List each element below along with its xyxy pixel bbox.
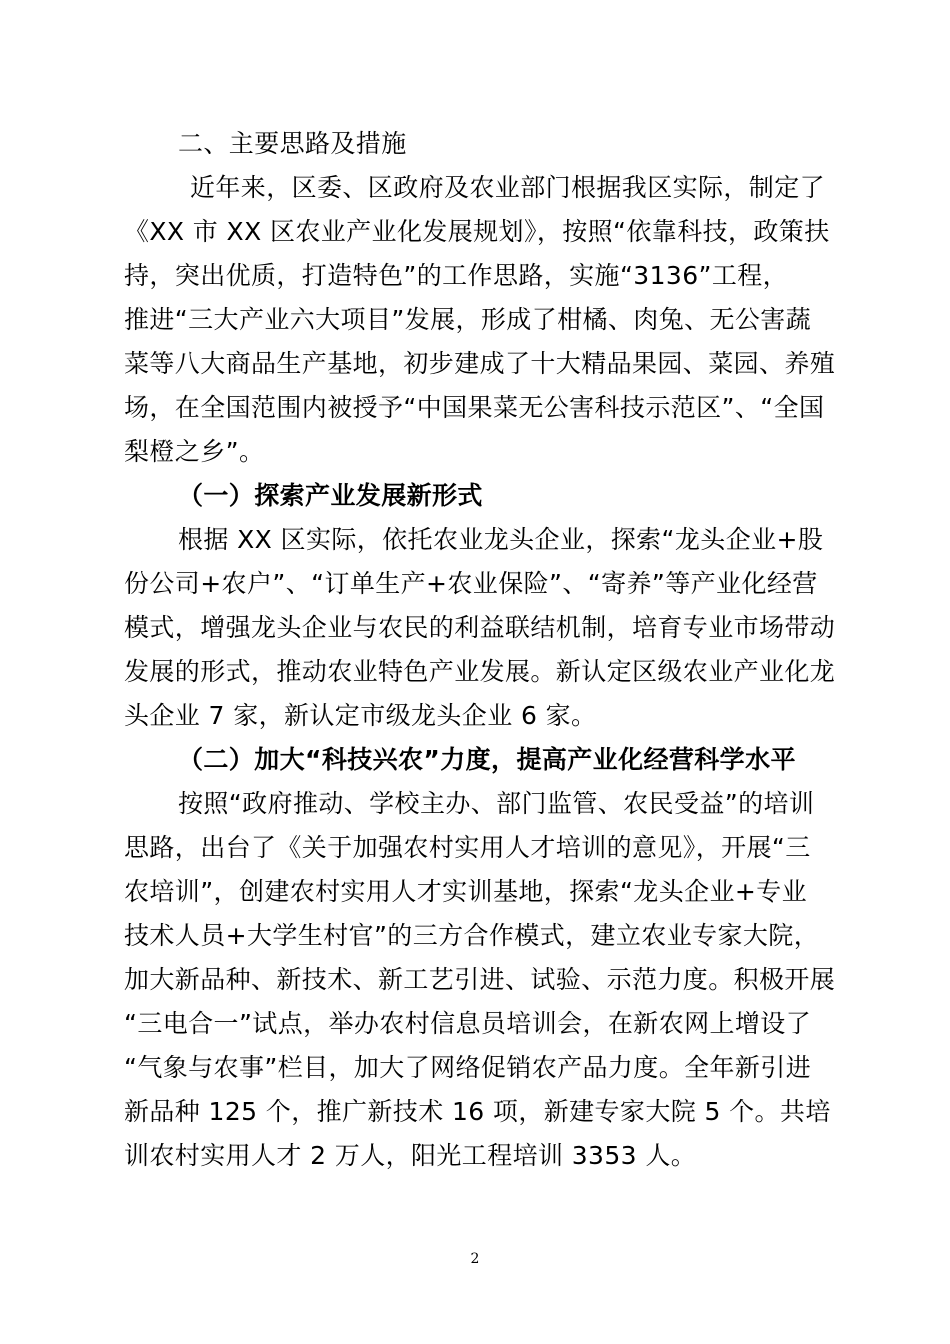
paragraph-line: “三电合一”试点，举办农村信息员培训会，在新农网上增设了 xyxy=(124,1009,812,1038)
paragraph-line: 头企业 7 家，新认定市级龙头企业 6 家。 xyxy=(124,701,597,730)
paragraph-line: “气象与农事”栏目，加大了网络促销农产品力度。全年新引进 xyxy=(124,1053,812,1082)
paragraph-line: 加大新品种、新技术、新工艺引进、试验、示范力度。积极开展 xyxy=(124,965,836,994)
paragraph-line: 按照“政府推动、学校主办、部门监管、农民受益”的培训 xyxy=(178,789,815,818)
paragraph-line: 份公司+农户”、“订单生产+农业保险”、“寄养”等产业化经营 xyxy=(124,569,818,598)
paragraph-line: 菜等八大商品生产基地，初步建成了十大精品果园、菜园、养殖 xyxy=(124,349,836,378)
paragraph-line: 梨橙之乡”。 xyxy=(124,437,265,466)
subsection-heading-2: （二）加大“科技兴农”力度，提高产业化经营科学水平 xyxy=(178,745,796,774)
paragraph-line: 新品种 125 个，推广新技术 16 项，新建专家大院 5 个。共培 xyxy=(124,1097,831,1126)
page-number: 2 xyxy=(470,1251,480,1267)
paragraph-line: 根据 XX 区实际，依托农业龙头企业，探索“龙头企业+股 xyxy=(178,525,824,554)
paragraph-line: 《XX 市 XX 区农业产业化发展规划》，按照“依靠科技，政策扶 xyxy=(124,217,830,246)
section-heading: 二、主要思路及措施 xyxy=(178,129,407,158)
paragraph-line: 持，突出优质，打造特色”的工作思路，实施“3136”工程， xyxy=(124,261,789,290)
paragraph-line: 发展的形式，推动农业特色产业发展。新认定区级农业产业化龙 xyxy=(124,657,836,686)
paragraph-line: 模式，增强龙头企业与农民的利益联结机制，培育专业市场带动 xyxy=(124,613,836,642)
paragraph-line: 场，在全国范围内被授予“中国果菜无公害科技示范区”、“全国 xyxy=(124,393,825,422)
subsection-heading-1: （一）探索产业发展新形式 xyxy=(178,481,483,510)
paragraph-line: 近年来，区委、区政府及农业部门根据我区实际，制定了 xyxy=(190,173,826,202)
paragraph-line: 农培训”，创建农村实用人才实训基地，探索“龙头企业+专业 xyxy=(124,877,808,906)
paragraph-line: 思路，出台了《关于加强农村实用人才培训的意见》，开展“三 xyxy=(124,833,811,862)
paragraph-line: 推进“三大产业六大项目”发展，形成了柑橘、肉兔、无公害蔬 xyxy=(124,305,812,334)
paragraph-line: 技术人员+大学生村官”的三方合作模式，建立农业专家大院， xyxy=(124,921,820,950)
paragraph-line: 训农村实用人才 2 万人，阳光工程培训 3353 人。 xyxy=(124,1141,697,1170)
